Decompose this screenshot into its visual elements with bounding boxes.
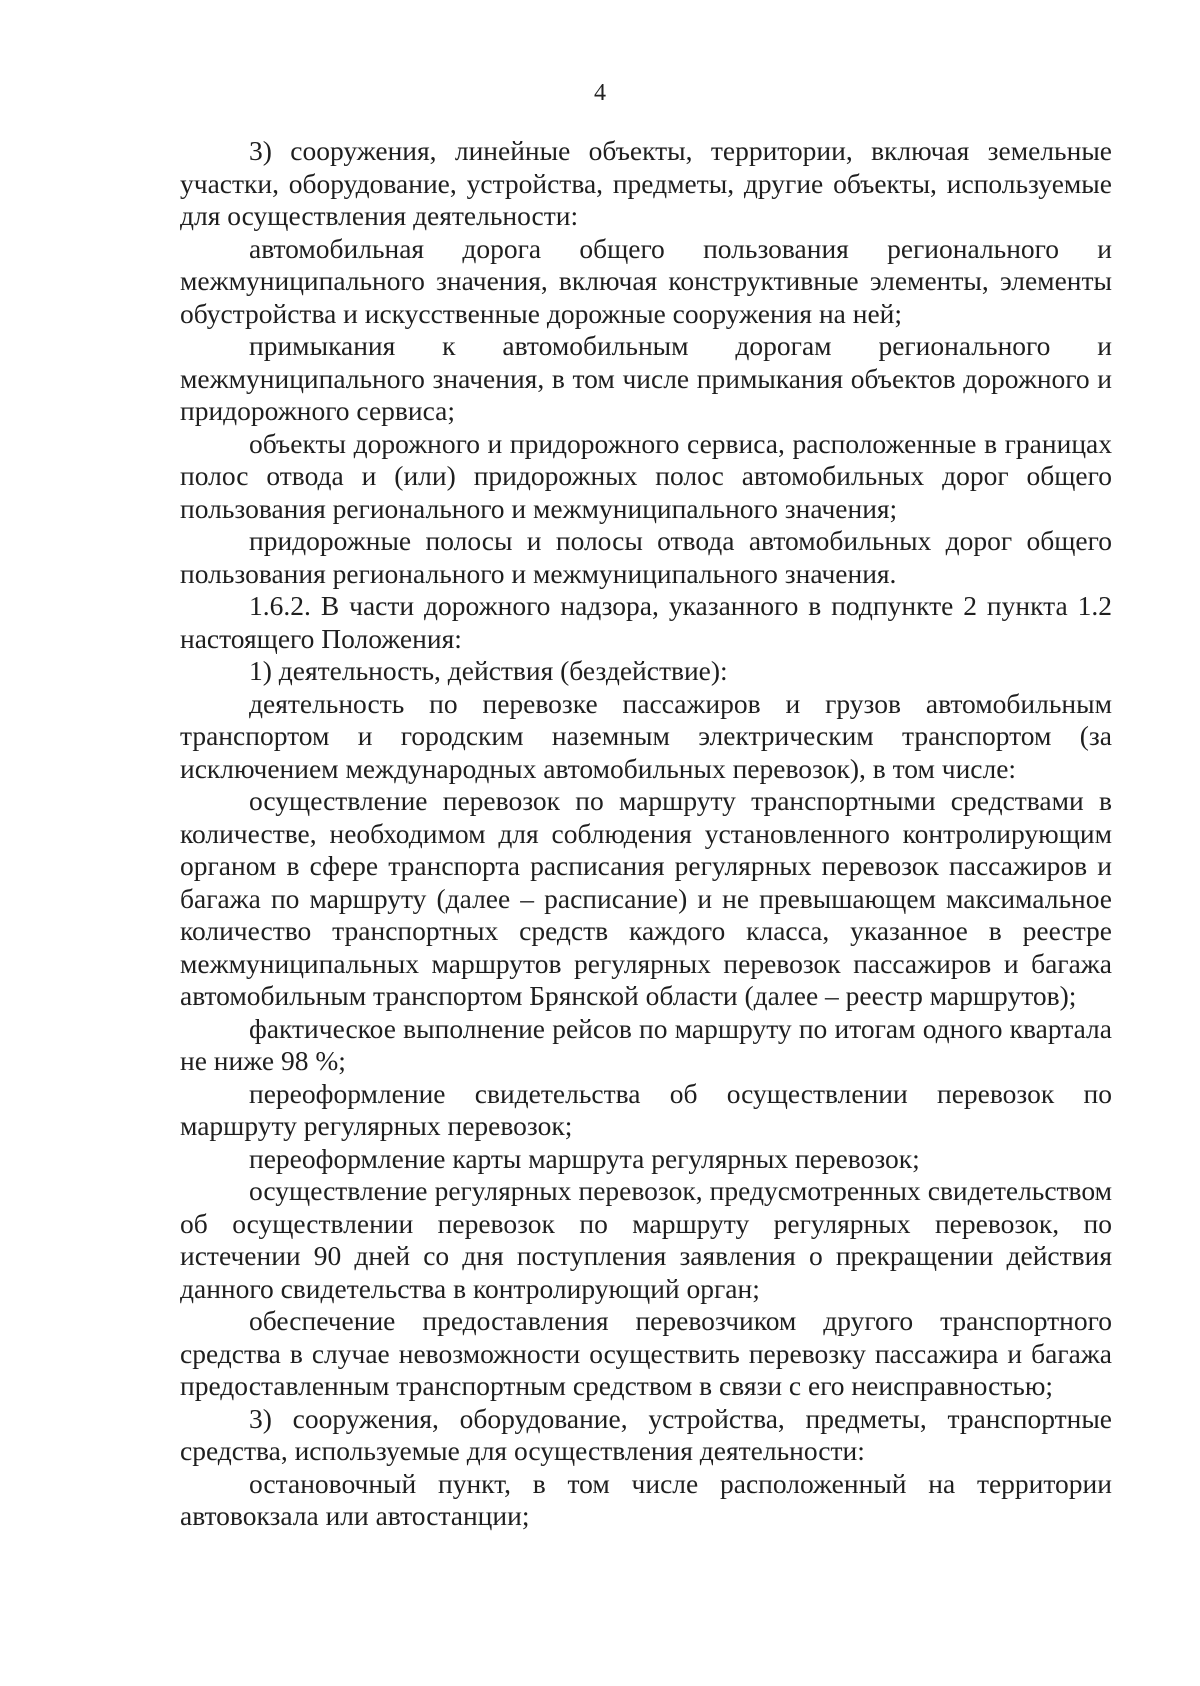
paragraph-15-structures-vehicles: 3) сооружения, оборудование, устройства, предметы, транспортные средства, используемые для осуществления деятельности: [180, 1402, 1112, 1466]
paragraph-8-transport-activity: деятельность по перевозке пассажиров и грузов автомобильным транспортом и городским наземным электрическим транспортом (за исключением международных автомобильных перевозок), в том числе: [180, 687, 1112, 784]
paragraph-5-roadside-strips: придорожные полосы и полосы отвода автомобильных дорог общего пользования регионального и межмуниципального значения. [180, 525, 1112, 589]
paragraph-2-highway: автомобильная дорога общего пользования регионального и межмуниципального значения, включая конструктивные элементы, элементы обустройства и искусственные дорожные сооружения на ней; [180, 232, 1112, 329]
paragraph-11-certificate-reissue: переоформление свидетельства об осуществлении перевозок по маршруту регулярных перевозок; [180, 1077, 1112, 1141]
paragraph-3-junctions: примыкания к автомобильным дорогам регионального и межмуниципального значения, в том числе примыкания объектов дорожного и придорожного сервиса; [180, 330, 1112, 426]
paragraph-13-regular-transport: осуществление регулярных перевозок, предусмотренных свидетельством об осуществлении перевозок по маршруту регулярных перевозок, по истечении 90 дней со дня поступления заявления о прекращении действия данного свидетельства в контролирующий орган; [180, 1175, 1112, 1304]
paragraph-6-road-supervision: 1.6.2. В части дорожного надзора, указанного в подпункте 2 пункта 1.2 настоящего Положения: [180, 590, 1112, 654]
paragraph-14-replacement-vehicle: обеспечение предоставления перевозчиком другого транспортного средства в случае невозможности осуществить перевозку пассажира и багажа предоставленным транспортным средством в связи с его неисправностью; [180, 1305, 1112, 1401]
paragraph-10-trip-execution: фактическое выполнение рейсов по маршруту по итогам одного квартала не ниже 98 %; [180, 1012, 1112, 1076]
paragraph-9-route-transport: осуществление перевозок по маршруту транспортными средствами в количестве, необходимом для соблюдения установленного контролирующим органом в сфере транспорта расписания регулярных перевозок пассажиров и багажа по маршруту (далее – расписание) и не превышающем максимальное количество транспортных средств каждого класса, указанное в реестре межмуниципальных маршрутов регулярных перевозок пассажиров и багажа автомобильным транспортом Брянской области (далее – реестр маршрутов); [180, 785, 1112, 1011]
paragraph-12-route-card-reissue: переоформление карты маршрута регулярных перевозок; [249, 1142, 920, 1174]
paragraph-16-stop-point: остановочный пункт, в том числе расположенный на территории автовокзала или автостанции; [180, 1467, 1112, 1531]
paragraph-4-roadside-service: объекты дорожного и придорожного сервиса, расположенные в границах полос отвода и (или) придорожных полос автомобильных дорог общего пользования регионального и межмуниципального значения; [180, 427, 1112, 524]
paragraph-7-activities: 1) деятельность, действия (бездействие): [249, 655, 728, 686]
page-number: 4 [594, 80, 606, 106]
paragraph-1-structures: 3) сооружения, линейные объекты, территории, включая земельные участки, оборудование, устройства, предметы, другие объекты, используемые для осуществления деятельности: [180, 135, 1112, 231]
document-body [180, 135, 1112, 1533]
